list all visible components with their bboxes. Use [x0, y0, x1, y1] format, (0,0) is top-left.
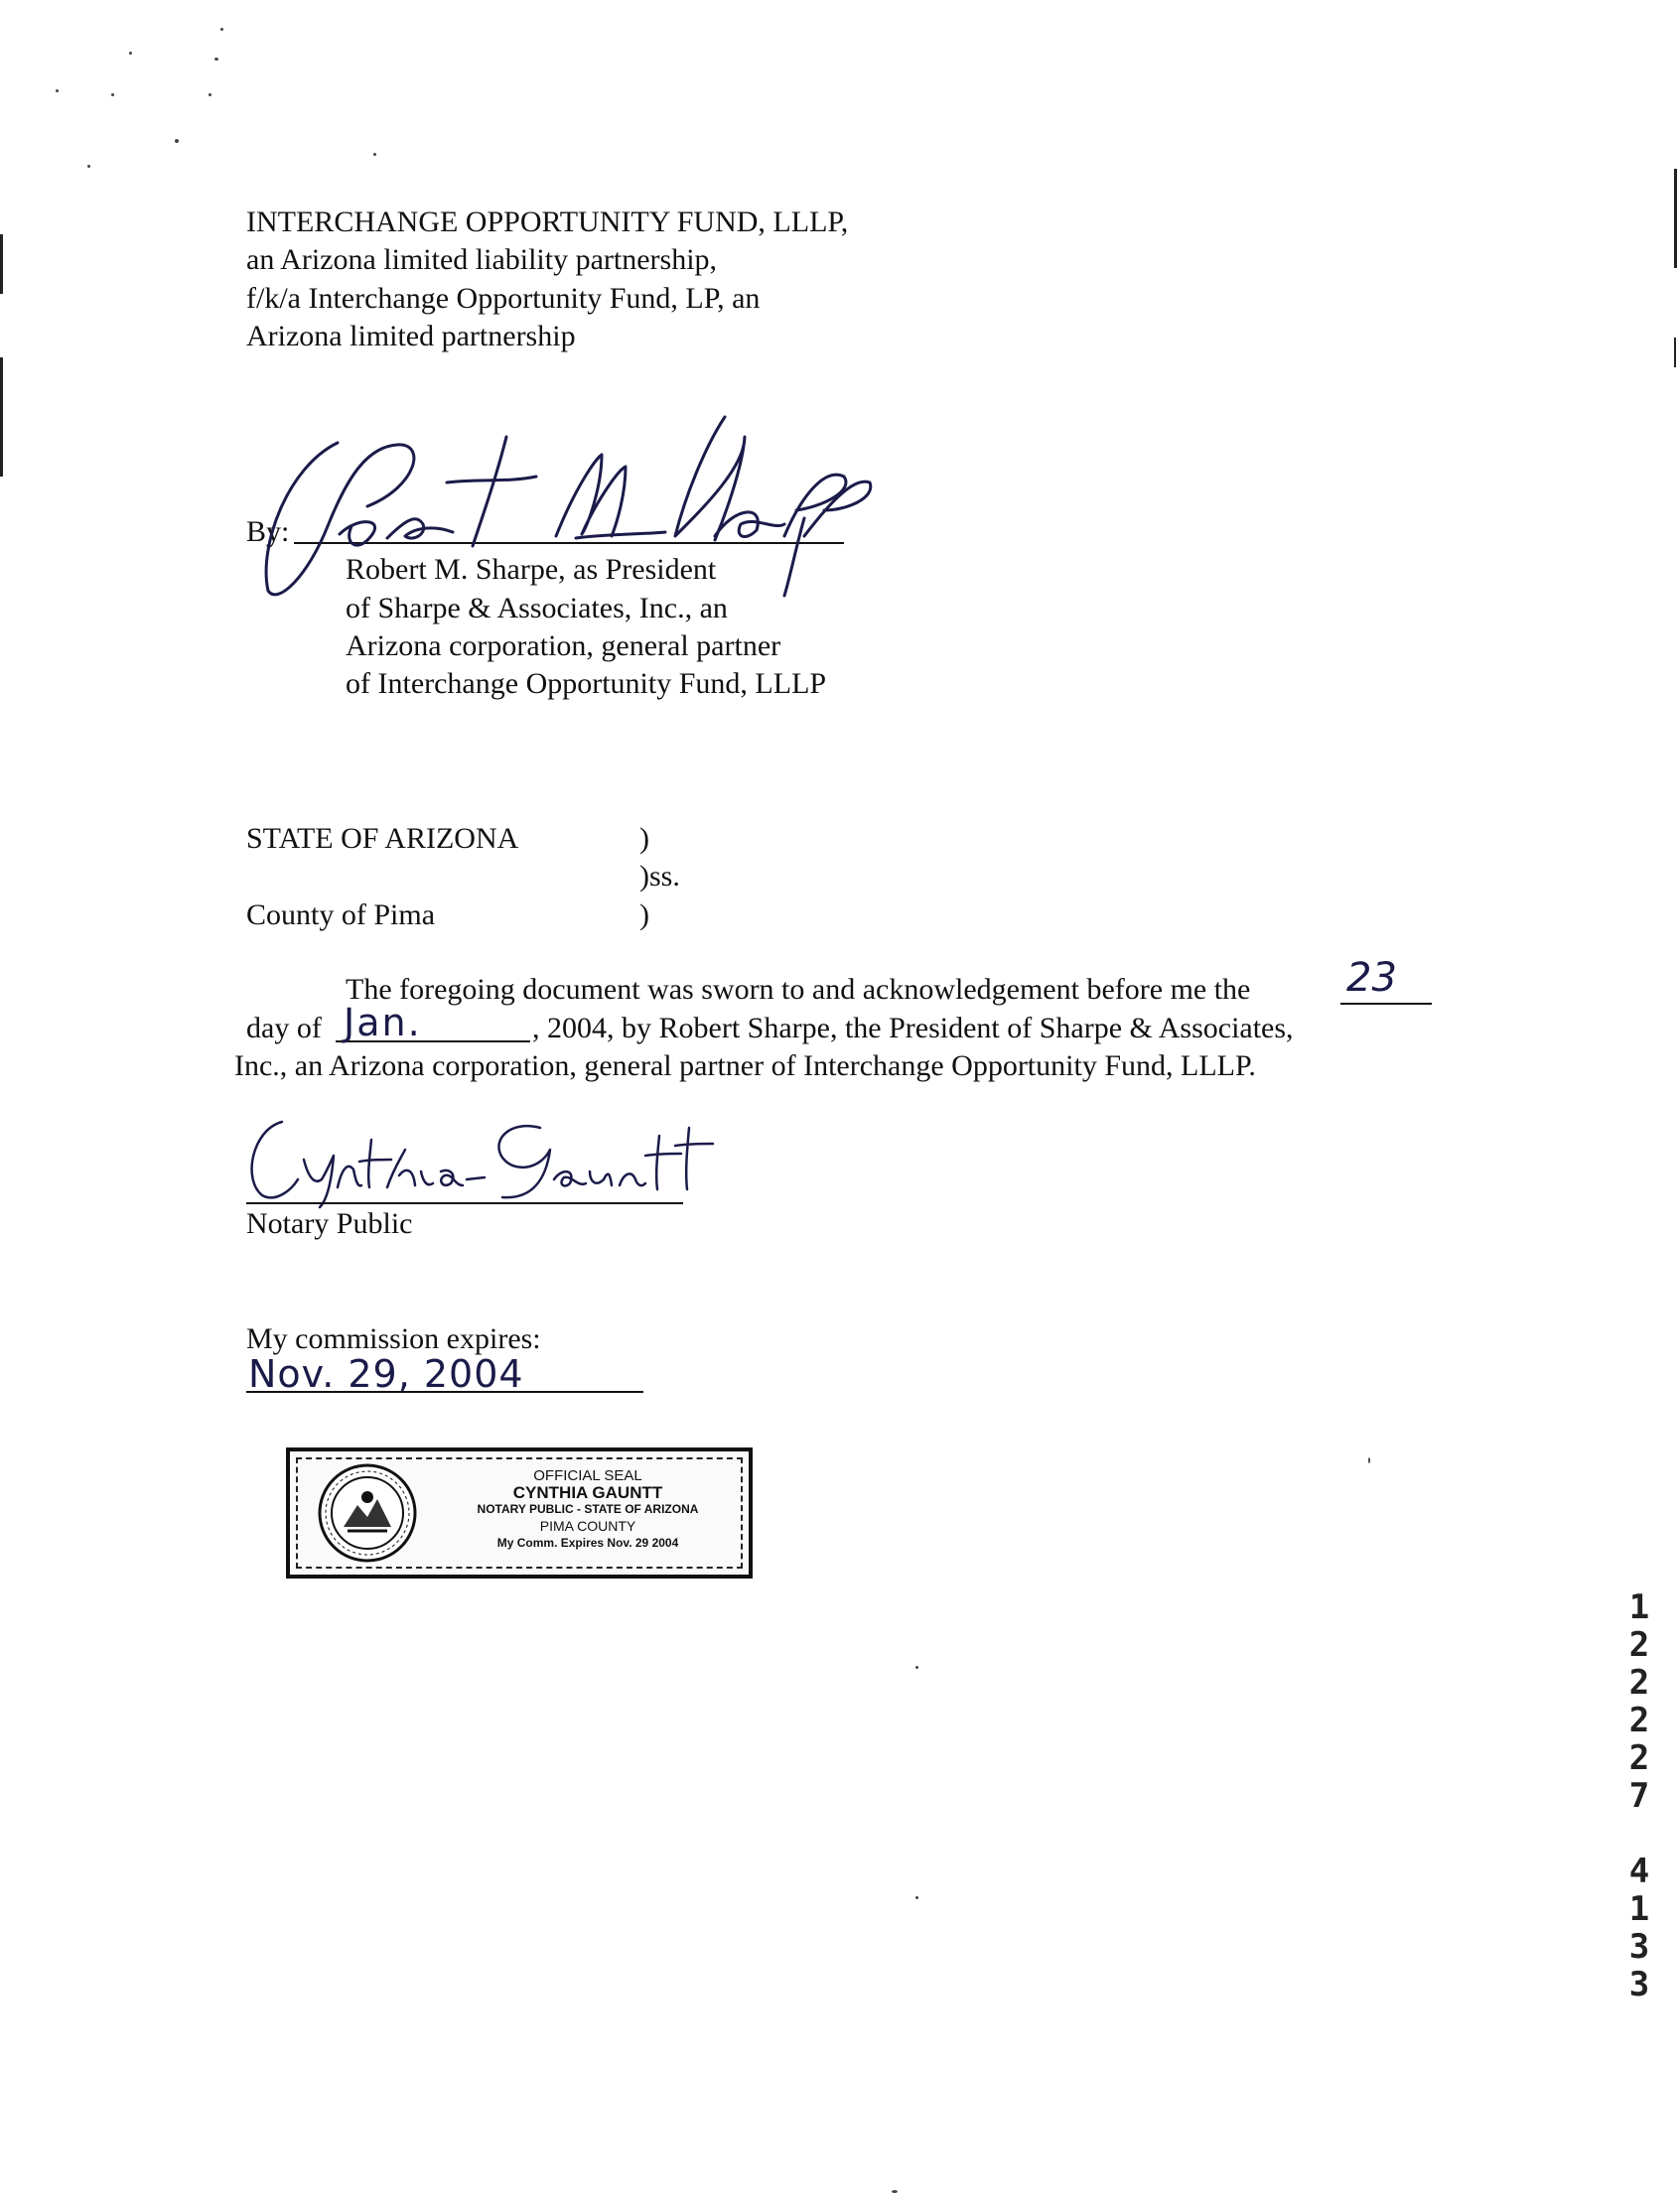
scan-speck [87, 165, 90, 168]
month-value: Jan. [344, 1001, 422, 1044]
scan-edge-left [0, 234, 3, 294]
acknowledgement-line: The foregoing document was sworn to and acknowledgement before me the [346, 973, 1251, 1006]
venue-state: STATE OF ARIZONA [246, 822, 519, 855]
party-description-line: Arizona limited partnership [246, 320, 576, 352]
scan-speck [1368, 1457, 1370, 1463]
scan-speck [111, 93, 114, 96]
day-value: 23 [1346, 955, 1397, 1001]
seal-state: NOTARY PUBLIC - STATE OF ARIZONA [477, 1502, 699, 1516]
scan-speck [892, 2190, 898, 2193]
day-blank [1340, 1003, 1432, 1005]
venue-county: County of Pima [246, 898, 436, 931]
notary-signature [242, 1110, 719, 1209]
signatory-title-line: Arizona corporation, general partner [346, 629, 781, 662]
venue-paren: ) [639, 898, 649, 931]
scan-edge-right [1674, 338, 1676, 367]
notary-label: Notary Public [246, 1207, 413, 1240]
seal-county: PIMA COUNTY [539, 1518, 636, 1534]
party-description-line: f/k/a Interchange Opportunity Fund, LP, an [246, 282, 761, 315]
scan-speck [56, 89, 59, 92]
state-seal-emblem [314, 1461, 421, 1565]
party-description-line: an Arizona limited liability partnership, [246, 243, 718, 276]
seal-expiration: My Comm. Expires Nov. 29 2004 [496, 1536, 679, 1550]
acknowledgement-line: , 2004, by Robert Sharpe, the President of Sharpe & Associates, [532, 1012, 1294, 1044]
scan-speck [915, 1666, 918, 1669]
by-label: By: [246, 515, 290, 548]
venue-ss: )ss. [639, 860, 680, 893]
seal-text-block [439, 1467, 737, 1552]
day-of-label: day of [246, 1012, 322, 1044]
commission-label: My commission expires: [246, 1322, 541, 1355]
scan-speck [209, 93, 211, 96]
scan-speck [129, 52, 132, 55]
scan-speck [220, 28, 223, 31]
signatory-title-line: of Interchange Opportunity Fund, LLLP [346, 667, 827, 700]
commission-value: Nov. 29, 2004 [248, 1352, 524, 1396]
scan-edge-right [1674, 169, 1677, 268]
signatory-name-line: Robert M. Sharpe, as President [346, 553, 717, 586]
notary-seal-stamp [286, 1447, 753, 1579]
scan-speck [175, 139, 179, 143]
commission-line [246, 1391, 643, 1393]
acknowledgement-line: Inc., an Arizona corporation, general partner of Interchange Opportunity Fund, LLLP. [234, 1049, 1256, 1082]
scan-speck [915, 1896, 918, 1899]
party-name-line: INTERCHANGE OPPORTUNITY FUND, LLLP, [246, 206, 849, 238]
scan-speck [214, 58, 218, 61]
scan-edge-left [0, 357, 3, 477]
recording-number-stamp: 1 2 2 2 2 7 4 1 3 3 [1628, 1587, 1650, 2004]
seal-notary-name: CYNTHIA GAUNTT [512, 1483, 663, 1502]
scan-speck [373, 153, 376, 156]
signatory-title-line: of Sharpe & Associates, Inc., an [346, 592, 728, 624]
seal-title: OFFICIAL SEAL [533, 1467, 642, 1484]
venue-paren: ) [639, 822, 649, 855]
notary-signature-line [246, 1202, 683, 1204]
